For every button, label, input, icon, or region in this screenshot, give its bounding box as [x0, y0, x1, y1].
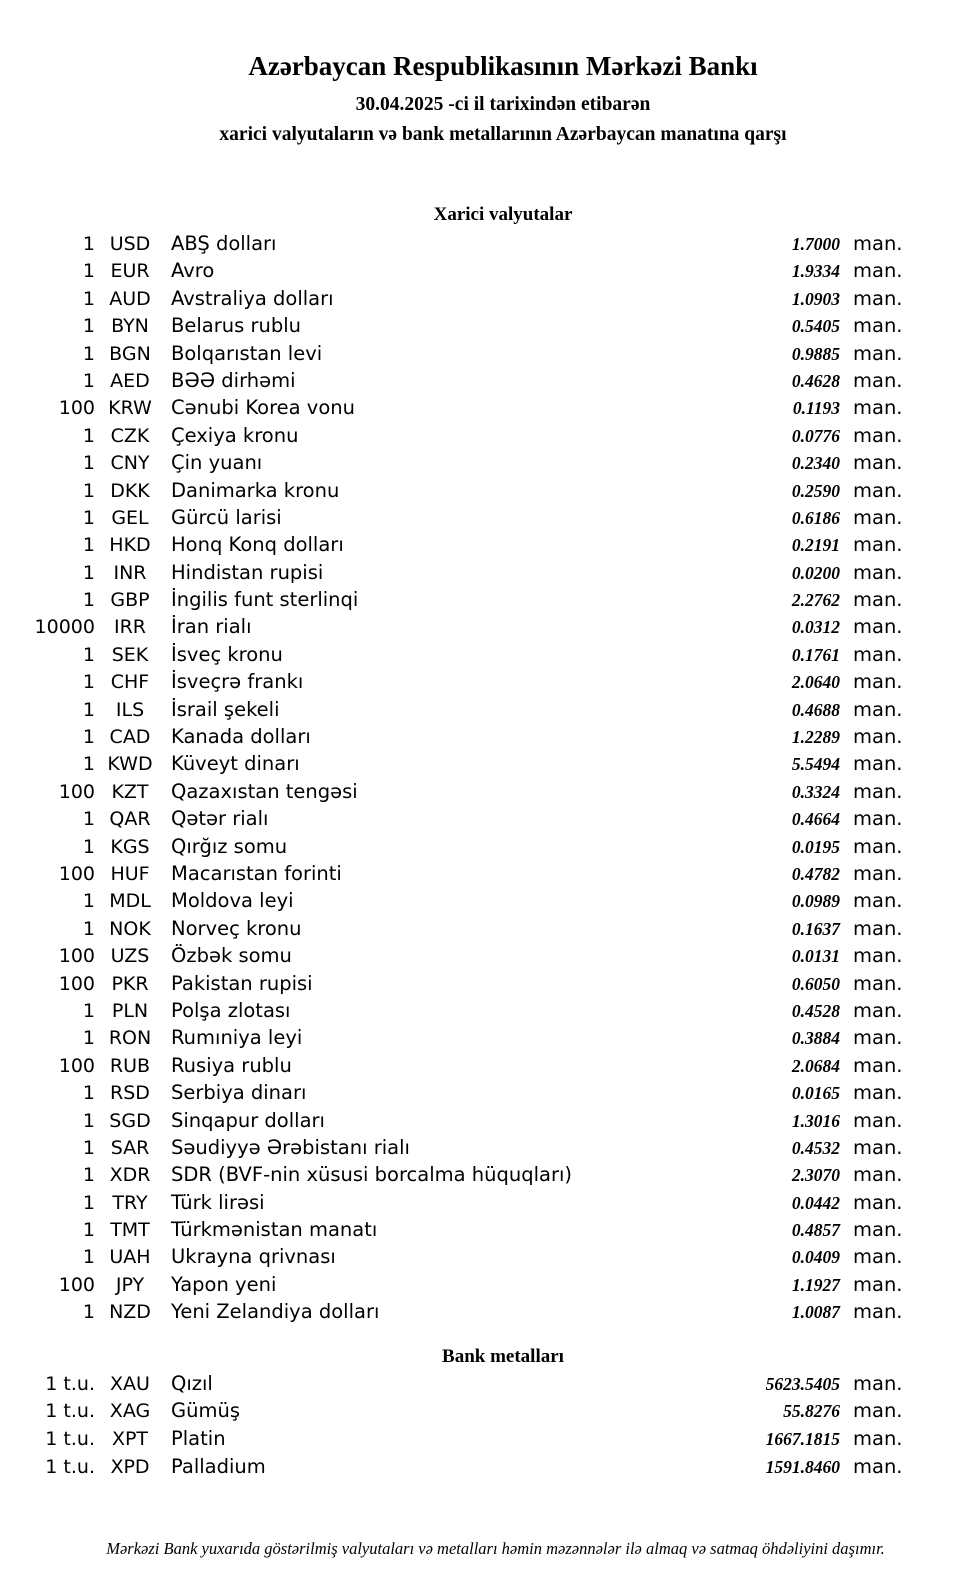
currency-code: PKR	[111, 972, 149, 995]
currency-name: Çexiya kronu	[171, 423, 299, 447]
currency-name: Qətər rialı	[171, 807, 269, 831]
quantity: 1	[82, 1191, 95, 1214]
quantity: 1	[82, 315, 95, 338]
quantity: 1 t.u.	[45, 1372, 95, 1395]
rate-value: 0.2340	[791, 453, 840, 474]
rate-row	[0, 1163, 903, 1190]
rate-unit: man.	[853, 834, 903, 858]
rate-value: 0.6186	[791, 507, 840, 528]
currency-name: İsveçrə frankı	[171, 670, 304, 694]
quantity: 1 t.u.	[45, 1428, 95, 1451]
currency-name: Danimarka kronu	[171, 478, 340, 502]
rate-value: 1667.1815	[765, 1429, 840, 1450]
quantity: 1	[82, 917, 95, 940]
rate-row	[0, 396, 903, 423]
rate-row	[0, 944, 903, 971]
currencies-heading: Xarici valyutalar	[433, 204, 573, 225]
quantity: 1	[82, 1164, 95, 1187]
rate-value: 0.0165	[791, 1083, 840, 1104]
currency-name: Küveyt dinarı	[171, 752, 300, 776]
rate-row	[0, 1053, 903, 1081]
currency-code: KGS	[110, 835, 150, 858]
rate-unit: man.	[853, 861, 903, 885]
rate-unit: man.	[853, 916, 903, 940]
currency-name: Gürcü larisi	[171, 505, 282, 529]
currency-code: AUD	[109, 287, 151, 310]
currency-name: Rusiya rublu	[171, 1053, 292, 1077]
rate-value: 1591.8460	[765, 1457, 840, 1478]
quantity: 1	[82, 808, 95, 831]
rate-value: 1.7000	[791, 234, 840, 254]
currency-code: CAD	[109, 726, 151, 749]
currency-code: IRR	[113, 616, 146, 639]
rate-unit: man.	[853, 889, 903, 913]
rate-unit: man.	[853, 971, 903, 995]
currency-name: Türkmənistan manatı	[171, 1218, 378, 1242]
rate-value: 0.2590	[791, 480, 840, 501]
rate-value: 2.0640	[791, 672, 840, 693]
rate-row	[0, 368, 903, 396]
rate-unit: man.	[853, 615, 903, 639]
currency-name: Yeni Zelandiya dolları	[171, 1300, 380, 1324]
rate-unit: man.	[853, 1245, 903, 1269]
currency-code: KRW	[108, 397, 152, 420]
currency-code: SAR	[110, 1136, 150, 1159]
rate-value: 1.0903	[791, 288, 840, 309]
rate-unit: man.	[853, 1371, 903, 1395]
rate-row	[0, 341, 903, 369]
rate-unit: man.	[853, 1135, 903, 1159]
currency-name: Serbiya dinarı	[171, 1081, 307, 1105]
quantity: 1	[82, 561, 95, 584]
rate-unit: man.	[853, 1190, 903, 1214]
rate-unit: man.	[853, 560, 903, 584]
currency-code: CNY	[110, 452, 150, 475]
rate-unit: man.	[853, 368, 903, 392]
currency-name: Hindistan rupisi	[171, 560, 324, 584]
quantity: 1	[82, 999, 95, 1022]
currency-name: İran rialı	[171, 615, 252, 639]
quantity: 1	[82, 835, 95, 858]
rate-value: 1.9334	[791, 261, 840, 282]
rate-value: 0.0442	[791, 1192, 840, 1213]
currency-code: HUF	[110, 862, 150, 885]
rate-value: 0.4664	[791, 809, 840, 830]
quantity: 1	[82, 753, 95, 776]
currency-code: AED	[110, 369, 150, 392]
quantity: 1	[82, 1301, 95, 1324]
rate-unit: man.	[853, 998, 903, 1022]
quantity: 1	[82, 479, 95, 502]
quantity: 1	[82, 698, 95, 721]
rate-row	[0, 1300, 903, 1327]
rate-value: 0.6050	[791, 973, 840, 994]
quantity: 100	[58, 780, 95, 803]
rate-unit: man.	[853, 642, 903, 666]
rate-unit: man.	[853, 1300, 903, 1324]
rate-value: 0.0312	[791, 617, 840, 638]
rate-unit: man.	[853, 752, 903, 776]
quantity: 100	[58, 1273, 95, 1296]
rate-value: 0.3324	[791, 781, 840, 802]
rate-unit: man.	[853, 1218, 903, 1242]
rate-unit: man.	[853, 670, 903, 694]
rate-value: 0.1637	[791, 918, 840, 939]
rate-value: 0.4782	[791, 863, 840, 884]
currency-name: Polşa zlotası	[171, 998, 291, 1022]
rate-row	[0, 286, 903, 314]
currencies-section	[0, 202, 976, 1328]
currency-code: USD	[109, 233, 151, 255]
rate-value: 0.9885	[791, 343, 840, 364]
rate-value: 1.1927	[791, 1274, 840, 1295]
currency-name: İngilis funt sterlinqi	[171, 588, 359, 612]
currency-name: Səudiyyə Ərəbistanı rialı	[171, 1135, 410, 1159]
rate-value: 2.2762	[791, 590, 840, 611]
rate-row	[0, 642, 903, 670]
currency-name: Pakistan rupisi	[171, 971, 313, 995]
rate-unit: man.	[853, 1026, 903, 1050]
rate-value: 0.0776	[791, 425, 840, 446]
currency-code: EUR	[110, 260, 150, 283]
rate-unit: man.	[853, 1455, 903, 1479]
quantity: 1 t.u.	[45, 1400, 95, 1423]
currency-name: Palladium	[171, 1455, 266, 1479]
currency-code: DKK	[110, 479, 150, 502]
currency-code: KZT	[111, 780, 149, 803]
rate-unit: man.	[853, 423, 903, 447]
currency-name: Qırğız somu	[171, 834, 288, 858]
rate-unit: man.	[853, 232, 903, 255]
rate-row	[0, 752, 903, 779]
rate-unit: man.	[853, 1272, 903, 1296]
quantity: 100	[58, 862, 95, 885]
disclaimer-text: Mərkəzi Bank yuxarıda göstərilmiş valyutaları və metalları həmin məzənnələr ilə almaq və satmaq öhdəliyini daşımır.	[106, 1538, 885, 1558]
rate-unit: man.	[853, 725, 903, 749]
currency-code: BYN	[111, 315, 149, 338]
rate-row	[0, 971, 903, 999]
quantity: 1	[82, 1082, 95, 1105]
currency-code: SEK	[111, 643, 149, 666]
rate-unit: man.	[853, 341, 903, 365]
rate-unit: man.	[853, 259, 903, 283]
currency-code: QAR	[109, 808, 151, 831]
currency-name: Kanada dolları	[171, 725, 311, 749]
rate-value: 0.4528	[791, 1000, 840, 1021]
rate-row	[0, 1108, 903, 1136]
quantity: 1	[82, 1109, 95, 1132]
rate-value: 1.3016	[791, 1110, 840, 1131]
currency-code: XAU	[110, 1372, 150, 1395]
currency-code: KWD	[107, 753, 153, 776]
currency-code: UAH	[109, 1246, 151, 1269]
rate-value: 0.0409	[791, 1247, 840, 1268]
rate-row	[0, 533, 903, 560]
quantity: 1	[82, 671, 95, 694]
rate-unit: man.	[853, 779, 903, 803]
rate-row	[0, 725, 903, 752]
rate-row	[0, 861, 903, 889]
currency-name: Gümüş	[171, 1399, 240, 1423]
currency-name: Avstraliya dolları	[171, 286, 334, 310]
currency-code: UZS	[110, 945, 150, 968]
currency-code: CHF	[110, 671, 150, 694]
currency-name: Belarus rublu	[171, 314, 302, 338]
currency-code: XDR	[109, 1164, 151, 1187]
rate-value: 0.0195	[791, 836, 840, 857]
quantity: 1	[82, 287, 95, 310]
currency-code: XPT	[111, 1428, 149, 1451]
rate-row	[0, 697, 903, 725]
rate-unit: man.	[853, 1163, 903, 1187]
currency-name: İsrail şekeli	[171, 697, 280, 721]
rate-unit: man.	[853, 478, 903, 502]
metals-heading: Bank metalları	[442, 1345, 564, 1367]
quantity: 1	[82, 506, 95, 529]
currency-code: NOK	[109, 917, 151, 940]
rate-row	[0, 451, 903, 478]
quantity: 1	[82, 534, 95, 557]
currencies-table	[0, 232, 903, 1328]
quantity: 1	[82, 1136, 95, 1159]
rate-value: 0.0131	[791, 946, 840, 967]
currency-code: ILS	[115, 698, 145, 721]
rate-row	[0, 232, 903, 259]
currency-name: Qızıl	[171, 1371, 213, 1395]
currency-name: İsveç kronu	[171, 642, 283, 666]
rate-value: 1.0087	[791, 1302, 840, 1323]
currency-name: Norveç kronu	[171, 916, 302, 940]
quantity: 1	[82, 1219, 95, 1242]
currency-name: Macarıstan forinti	[171, 861, 342, 885]
currency-name: ABŞ dolları	[171, 232, 277, 255]
rate-value: 0.0200	[791, 562, 840, 583]
rate-unit: man.	[853, 396, 903, 420]
rate-unit: man.	[853, 944, 903, 968]
rate-row	[0, 1081, 903, 1108]
currency-name: Platin	[171, 1427, 226, 1451]
rate-unit: man.	[853, 286, 903, 310]
rate-value: 2.0684	[791, 1055, 840, 1076]
rate-unit: man.	[853, 588, 903, 612]
quantity: 1	[82, 726, 95, 749]
currency-code: RUB	[109, 1054, 151, 1077]
currency-code: GEL	[111, 506, 149, 529]
currency-code: INR	[113, 561, 147, 584]
quantity: 1	[82, 1246, 95, 1269]
quantity: 1	[82, 589, 95, 612]
rate-unit: man.	[853, 1053, 903, 1077]
rate-value: 0.4532	[791, 1137, 840, 1158]
bank-title: Azərbaycan Respublikasının Mərkəzi Bankı	[248, 51, 758, 81]
currency-code: PLN	[111, 999, 149, 1022]
quantity: 1	[82, 342, 95, 365]
currency-code: JPY	[115, 1273, 145, 1296]
effective-date: 30.04.2025 -ci il tarixindən etibarən	[355, 94, 651, 115]
currency-code: NZD	[109, 1301, 151, 1324]
currency-code: BGN	[109, 342, 151, 365]
rate-value: 5623.5405	[765, 1373, 840, 1394]
quantity: 1	[82, 369, 95, 392]
rate-row	[0, 779, 903, 807]
rate-row	[0, 505, 903, 533]
currency-name: Honq Konq dolları	[171, 533, 344, 557]
rate-unit: man.	[853, 1427, 903, 1451]
currency-code: RON	[108, 1027, 152, 1050]
rate-value: 0.1761	[791, 644, 840, 665]
rate-row	[0, 1245, 903, 1272]
rate-row	[0, 998, 903, 1026]
currency-name: Rumıniya leyi	[171, 1026, 303, 1050]
currency-code: SGD	[109, 1109, 151, 1132]
rate-row	[0, 314, 903, 341]
rate-value: 0.4857	[791, 1220, 840, 1241]
quantity: 1	[82, 260, 95, 283]
currency-code: TMT	[110, 1219, 150, 1242]
currency-name: Sinqapur dolları	[171, 1108, 325, 1132]
rate-row	[0, 1399, 903, 1427]
currency-code: MDL	[109, 890, 151, 913]
quantity: 100	[58, 972, 95, 995]
rate-row	[0, 423, 903, 451]
rate-unit: man.	[853, 533, 903, 557]
rate-unit: man.	[853, 1081, 903, 1105]
rate-value: 0.4628	[791, 370, 840, 391]
quantity: 100	[58, 1054, 95, 1077]
rate-row	[0, 807, 903, 834]
rate-unit: man.	[853, 697, 903, 721]
quantity: 10000	[34, 616, 95, 639]
rate-value: 0.5405	[791, 316, 840, 337]
quantity: 100	[58, 945, 95, 968]
rate-unit: man.	[853, 451, 903, 475]
rate-row	[0, 1026, 903, 1053]
rate-value: 0.0989	[791, 891, 840, 912]
rate-row	[0, 478, 903, 506]
rate-row	[0, 1135, 903, 1163]
rate-row	[0, 588, 903, 615]
currency-name: Moldova leyi	[171, 889, 294, 913]
currency-code: GBP	[110, 589, 150, 612]
document-header	[30, 48, 976, 150]
currency-code: TRY	[112, 1191, 148, 1214]
quantity: 1	[82, 890, 95, 913]
rate-row	[0, 889, 903, 916]
document-subtitle: xarici valyutaların və bank metallarının Azərbaycan manatına qarşı	[219, 124, 787, 145]
quantity: 1 t.u.	[45, 1456, 95, 1479]
quantity: 1	[82, 643, 95, 666]
metals-table	[0, 1371, 903, 1483]
quantity: 1	[82, 424, 95, 447]
rate-value: 5.5494	[791, 754, 840, 775]
rate-row	[0, 834, 903, 862]
rate-value: 55.8276	[783, 1401, 840, 1422]
rate-value: 0.1193	[792, 398, 840, 419]
rate-row	[0, 1371, 903, 1400]
rate-unit: man.	[853, 314, 903, 338]
rate-unit: man.	[853, 1399, 903, 1423]
metals-section	[0, 1344, 976, 1483]
rate-row	[0, 916, 903, 944]
currency-code: HKD	[109, 534, 151, 557]
currency-name: Qazaxıstan tengəsi	[171, 779, 358, 803]
currency-name: Avro	[171, 259, 215, 283]
quantity: 1	[82, 452, 95, 475]
currency-name: Yapon yeni	[171, 1272, 277, 1296]
rate-row	[0, 1427, 903, 1455]
currency-name: Cənubi Korea vonu	[171, 396, 355, 420]
rate-value: 0.4688	[791, 699, 840, 720]
rate-row	[0, 259, 903, 286]
currency-name: BƏƏ dirhəmi	[171, 368, 296, 392]
quantity: 1	[82, 1027, 95, 1050]
rate-row	[0, 670, 903, 697]
currency-name: Çin yuanı	[171, 451, 263, 475]
rate-row	[0, 615, 903, 642]
rate-value: 0.3884	[791, 1028, 840, 1049]
currency-name: Özbək somu	[171, 944, 292, 968]
quantity: 100	[58, 397, 95, 420]
currency-name: SDR (BVF-nin xüsusi borcalma hüquqları)	[171, 1163, 573, 1187]
rate-unit: man.	[853, 807, 903, 831]
currency-name: Bolqarıstan levi	[171, 341, 323, 365]
rate-unit: man.	[853, 1108, 903, 1132]
currency-code: XPD	[110, 1456, 150, 1479]
rate-unit: man.	[853, 505, 903, 529]
rate-row	[0, 1190, 903, 1218]
rate-value: 2.3070	[791, 1165, 840, 1186]
rate-row	[0, 1272, 903, 1300]
rate-row	[0, 560, 903, 588]
rate-value: 0.2191	[791, 535, 840, 556]
currency-code: XAG	[109, 1400, 151, 1423]
currency-name: Türk lirəsi	[171, 1190, 265, 1214]
rate-row	[0, 1455, 903, 1483]
rate-value: 1.2289	[791, 727, 840, 748]
currency-name: Ukrayna qrivnası	[171, 1245, 336, 1269]
quantity: 1	[82, 233, 95, 255]
currency-code: RSD	[110, 1082, 150, 1105]
rate-row	[0, 1218, 903, 1245]
currency-code: CZK	[110, 424, 150, 447]
